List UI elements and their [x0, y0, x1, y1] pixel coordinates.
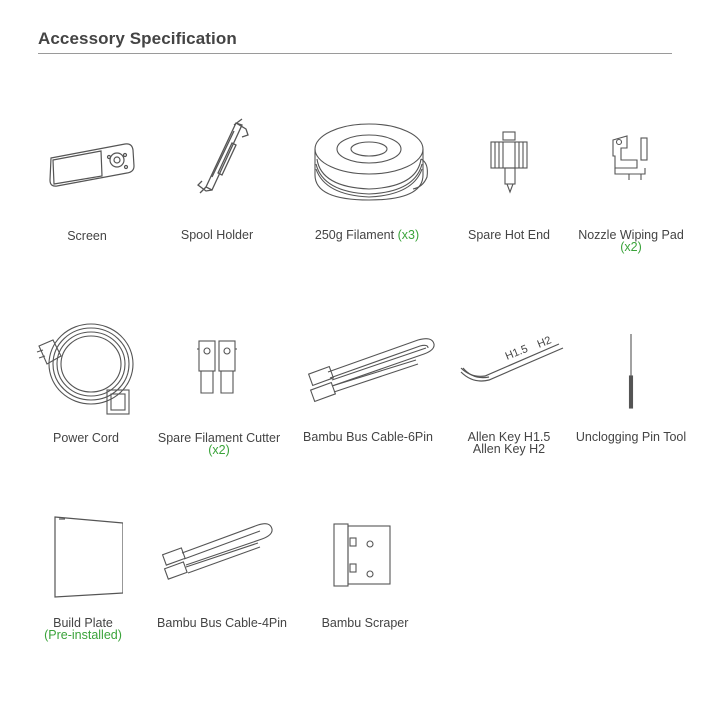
qty-open: (: [44, 628, 49, 642]
item-label: Nozzle Wiping Pad: [578, 228, 684, 242]
allen-key-icon: [449, 330, 569, 390]
page-title: Accessory Specification: [38, 29, 237, 48]
item-label-2: Allen Key H2: [472, 442, 546, 456]
item-label: Unclogging Pin Tool: [575, 430, 687, 444]
spool-holder-icon: [172, 115, 262, 200]
scraper-icon: [330, 520, 400, 590]
qty-close: ): [117, 628, 122, 642]
item-label: Bambu Scraper: [321, 616, 409, 630]
quantity-label: (x2): [620, 240, 642, 254]
key-size-large: H2: [535, 334, 554, 351]
screen-icon: [37, 130, 137, 190]
wiping-pad-icon: [601, 130, 661, 190]
quantity-label: (x3): [397, 228, 420, 242]
pin-tool-icon: [611, 332, 651, 412]
hot-end-icon: [479, 130, 539, 200]
item-label: Build Plate: [53, 616, 113, 630]
quantity-label: (x2): [208, 443, 230, 457]
item-label: Spare Hot End: [468, 228, 550, 242]
build-plate-icon: [43, 515, 123, 605]
quantity-label: Pre-installed: [48, 628, 118, 642]
item-label: Spool Holder: [180, 228, 254, 242]
filament-cutter-icon: [189, 335, 249, 400]
item-label: Allen Key H1.5: [467, 430, 551, 444]
item-label: Screen: [67, 229, 107, 243]
item-label: Bambu Bus Cable-4Pin: [157, 616, 287, 630]
key-size-small: H1.5: [503, 342, 530, 363]
filament-spool-icon: [307, 115, 437, 210]
power-cord-icon: [31, 318, 141, 423]
title-divider: [38, 53, 672, 54]
item-label: Bambu Bus Cable-6Pin: [303, 430, 433, 444]
item-label: Spare Filament Cutter: [157, 431, 281, 445]
item-label: Power Cord: [53, 431, 119, 445]
bus-cable-6pin-icon: [308, 332, 448, 417]
item-label: 250g Filament: [314, 228, 395, 242]
bus-cable-4pin-icon: [162, 517, 292, 592]
